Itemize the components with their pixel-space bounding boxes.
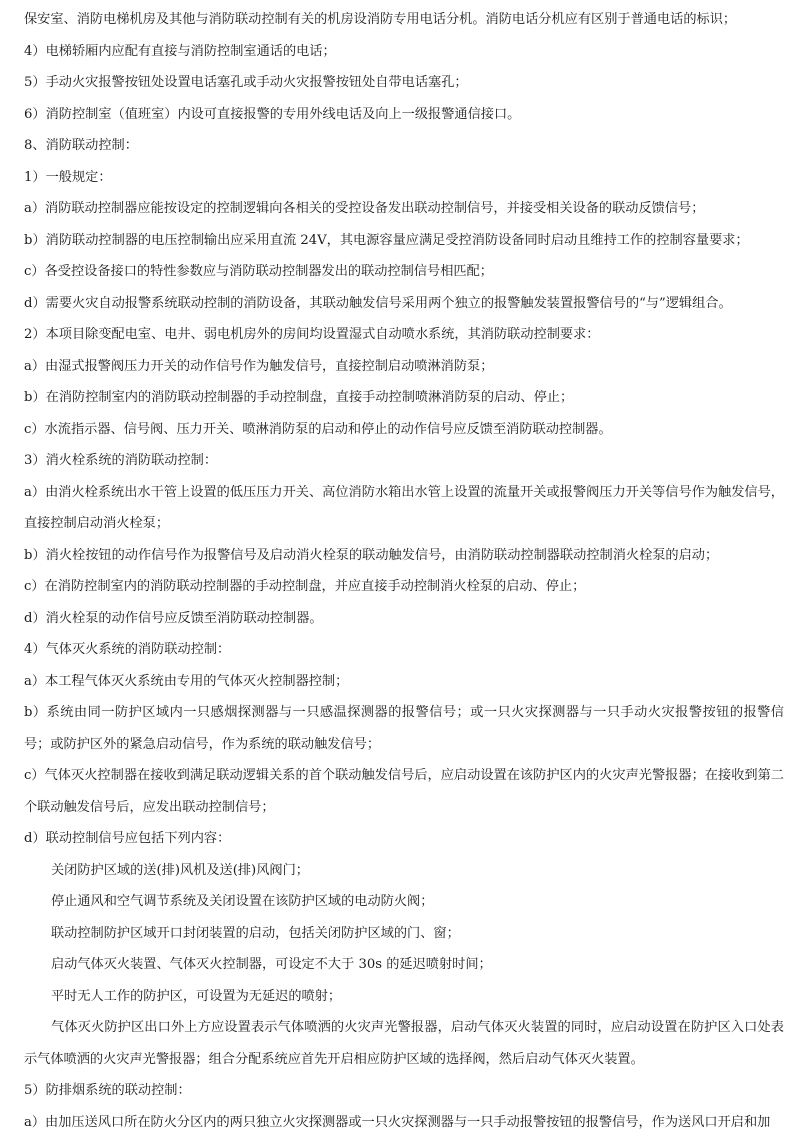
paragraph: c）气体灭火控制器在接收到满足联动逻辑关系的首个联动触发信号后，应启动设置在该防护区内的火灾声光警报器；在接收到第二个联动触发信号后，应发出联动控制信号；: [24, 768, 784, 815]
paragraph: 1）一般规定：: [24, 169, 112, 185]
document-body: [24, 4, 784, 1138]
paragraph: 8、消防联动控制：: [24, 138, 138, 153]
paragraph: d）需要火灾自动报警系统联动控制的消防设备，其联动触发信号采用两个独立的报警触发装置报警信号的“与”逻辑组合。: [24, 295, 732, 311]
paragraph: a）本工程气体灭火系统由专用的气体灭火控制器控制；: [24, 673, 349, 689]
paragraph: 保安室、消防电梯机房及其他与消防联动控制有关的机房设消防专用电话分机。消防电话分机应有区别于普通电话的标识；: [24, 12, 737, 27]
paragraph: b）系统由同一防护区域内一只感烟探测器与一只感温探测器的报警信号；或一只火灾探测器与一只手动火灾报警按钮的报警信号；或防护区外的紧急启动信号，作为系统的联动触发信号；: [24, 705, 784, 752]
paragraph: 启动气体灭火装置、气体灭火控制器，可设定不大于 30s 的延迟喷射时间；: [51, 957, 492, 972]
paragraph: b）消火栓按钮的动作信号作为报警信号及启动消火栓泵的联动触发信号，由消防联动控制器联动控制消火栓泵的启动；: [24, 547, 719, 563]
paragraph: b）消防联动控制器的电压控制输出应采用直流 24V，其电源容量应满足受控消防设备同时启动且维持工作的控制容量要求；: [24, 232, 749, 248]
paragraph: a）由加压送风口所在防火分区内的两只独立火灾探测器或一只火灾探测器与一只手动报警按钮的报警信号，作为送风口开启和加: [24, 1114, 771, 1130]
paragraph: 平时无人工作的防护区，可设置为无延迟的喷射；: [51, 988, 342, 1004]
paragraph: 气体灭火防护区出口外上方应设置表示气体喷洒的火灾声光警报器，启动气体灭火装置的同时，应启动设置在防护区入口处表示气体喷洒的火灾声光警报器；组合分配系统应首先开启相应防护区域的选择阀，然后启动气体灭火装置。: [24, 1020, 784, 1067]
paragraph: 停止通风和空气调节系统及关闭设置在该防护区域的电动防火阀；: [51, 894, 434, 909]
paragraph: 2）本项目除变配电室、电井、弱电机房外的房间均设置湿式自动喷水系统，其消防联动控制要求：: [24, 327, 600, 342]
paragraph: a）由湿式报警阀压力开关的动作信号作为触发信号，直接控制启动喷淋消防泵；: [24, 358, 494, 374]
paragraph: c）水流指示器、信号阀、压力开关、喷淋消防泵的启动和停止的动作信号应反馈至消防联动控制器。: [24, 421, 612, 437]
paragraph: b）在消防控制室内的消防联动控制器的手动控制盘，直接手动控制喷淋消防泵的启动、停止；: [24, 390, 574, 405]
paragraph: c）各受控设备接口的特性参数应与消防联动控制器发出的联动控制信号相匹配；: [24, 264, 493, 279]
paragraph: 联动控制防护区域开口封闭装置的启动，包括关闭防护区域的门、窗；: [51, 925, 460, 941]
paragraph: d）联动控制信号应包括下列内容：: [24, 831, 231, 846]
paragraph: a）消防联动控制器应能按设定的控制逻辑向各相关的受控设备发出联动控制信号，并接受相关设备的联动反馈信号；: [24, 201, 705, 216]
paragraph: 4）气体灭火系统的消防联动控制：: [24, 642, 231, 657]
paragraph: 4）电梯轿厢内应配有直接与消防控制室通话的电话；: [24, 43, 336, 59]
paragraph: 5）防排烟系统的联动控制：: [24, 1083, 191, 1098]
paragraph: d）消火栓泵的动作信号应反馈至消防联动控制器。: [24, 610, 323, 626]
paragraph: 关闭防护区域的送(排)风机及送(排)风阀门；: [51, 862, 309, 878]
paragraph: 5）手动火灾报警按钮处设置电话塞孔或手动火灾报警按钮处自带电话塞孔；: [24, 75, 468, 90]
paragraph: a）由消火栓系统出水干管上设置的低压压力开关、高位消防水箱出水管上设置的流量开关或报警阀压力开关等信号作为触发信号，直接控制启动消火栓泵；: [24, 484, 784, 531]
document-page: [24, 4, 784, 1138]
paragraph: c）在消防控制室内的消防联动控制器的手动控制盘，并应直接手动控制消火栓泵的启动、停止；: [24, 579, 586, 594]
paragraph: 6）消防控制室（值班室）内设可直接报警的专用外线电话及向上一级报警通信接口。: [24, 106, 521, 122]
paragraph: 3）消火栓系统的消防联动控制：: [24, 453, 218, 468]
